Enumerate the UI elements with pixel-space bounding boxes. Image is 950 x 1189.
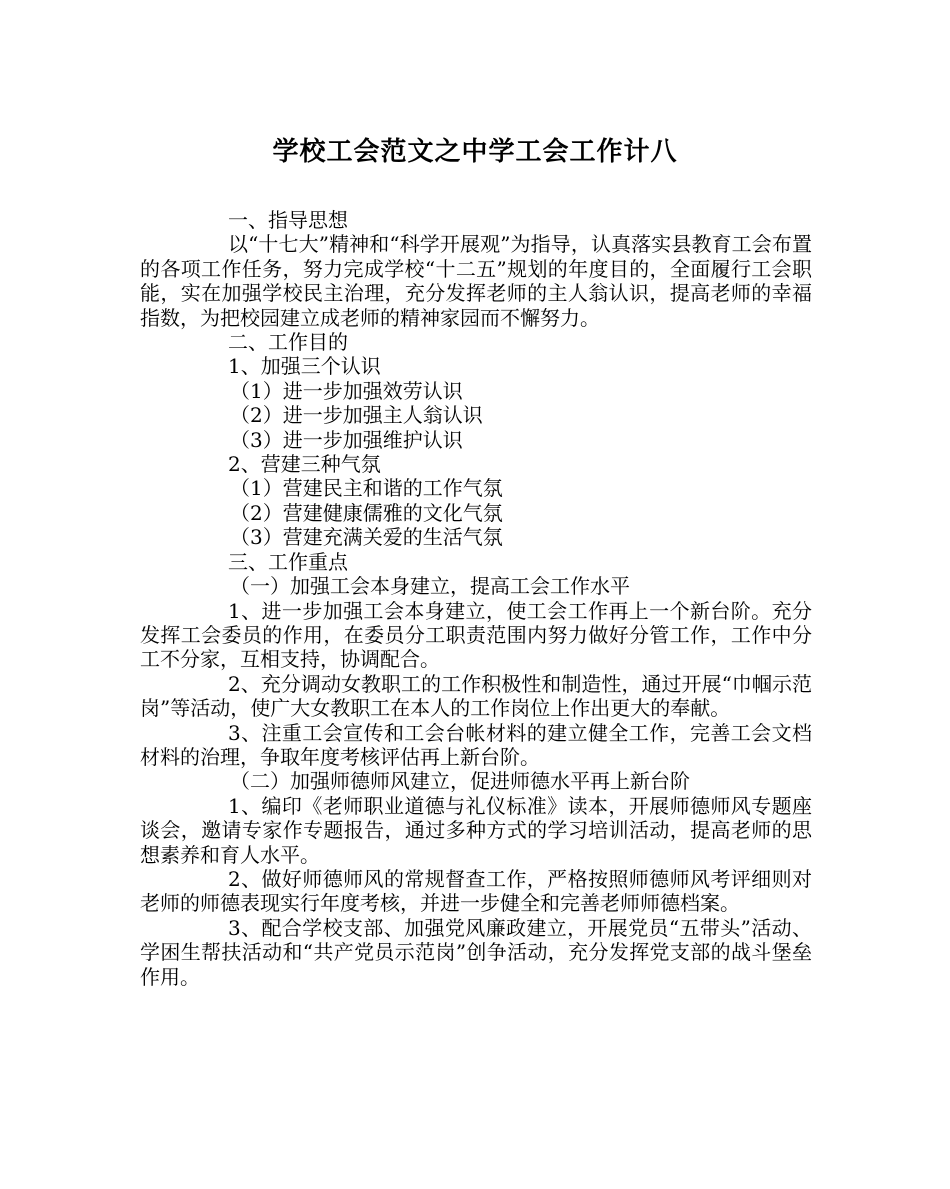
paragraph: （3）营建充满关爱的生活气氛 (230, 525, 503, 550)
document-body (140, 208, 812, 989)
paragraph: 1、加强三个认识 (228, 354, 381, 379)
paragraph: （1）进一步加强效劳认识 (230, 378, 463, 403)
paragraph: （2）进一步加强主人翁认识 (230, 403, 483, 428)
paragraph: （二）加强师德师风建立，促进师德水平再上新台阶 (230, 769, 690, 794)
paragraph: （一）加强工会本身建立，提高工会工作水平 (230, 574, 630, 599)
paragraph: 2、充分调动女教职工的工作积极性和制造性，通过开展“巾帼示范岗”等活动，使广大女教职工在本人的工作岗位上作出更大的奉献。 (140, 671, 812, 721)
paragraph: 二、工作目的 (228, 330, 348, 355)
paragraph: 2、营建三种气氛 (228, 452, 381, 477)
document-title: 学校工会范文之中学工会工作计八 (272, 137, 678, 167)
paragraph: 3、配合学校支部、加强党风廉政建立，开展党员“五带头”活动、学困生帮扶活动和“共产党员示范岗”创争活动，充分发挥党支部的战斗堡垒作用。 (140, 915, 812, 989)
paragraph: 2、做好师德师风的常规督查工作，严格按照师德师风考评细则对老师的师德表现实行年度考核，并进一步健全和完善老师师德档案。 (140, 866, 812, 916)
paragraph: （3）进一步加强维护认识 (230, 427, 463, 452)
paragraph: 以“十七大”精神和“科学开展观”为指导，认真落实县教育工会布置的各项工作任务，努力完成学校“十二五”规划的年度目的，全面履行工会职能，实在加强学校民主治理，充分发挥老师的主人翁认识，提高老师的幸福指数，为把校园建立成老师的精神家园而不懈努力。 (140, 232, 812, 330)
paragraph: （2）营建健康儒雅的文化气氛 (230, 500, 503, 525)
paragraph: 1、进一步加强工会本身建立，使工会工作再上一个新台阶。充分发挥工会委员的作用，在委员分工职责范围内努力做好分管工作，工作中分工不分家，互相支持，协调配合。 (140, 598, 812, 672)
paragraph: （1）营建民主和谐的工作气氛 (230, 476, 503, 501)
paragraph: 三、工作重点 (228, 549, 348, 574)
paragraph: 一、指导思想 (228, 208, 348, 232)
paragraph: 3、注重工会宣传和工会台帐材料的建立健全工作，完善工会文档材料的治理，争取年度考核评估再上新台阶。 (140, 720, 812, 769)
paragraph: 1、编印《老师职业道德与礼仪标准》读本，开展师德师风专题座谈会，邀请专家作专题报告，通过多种方式的学习培训活动，提高老师的思想素养和育人水平。 (140, 793, 812, 867)
